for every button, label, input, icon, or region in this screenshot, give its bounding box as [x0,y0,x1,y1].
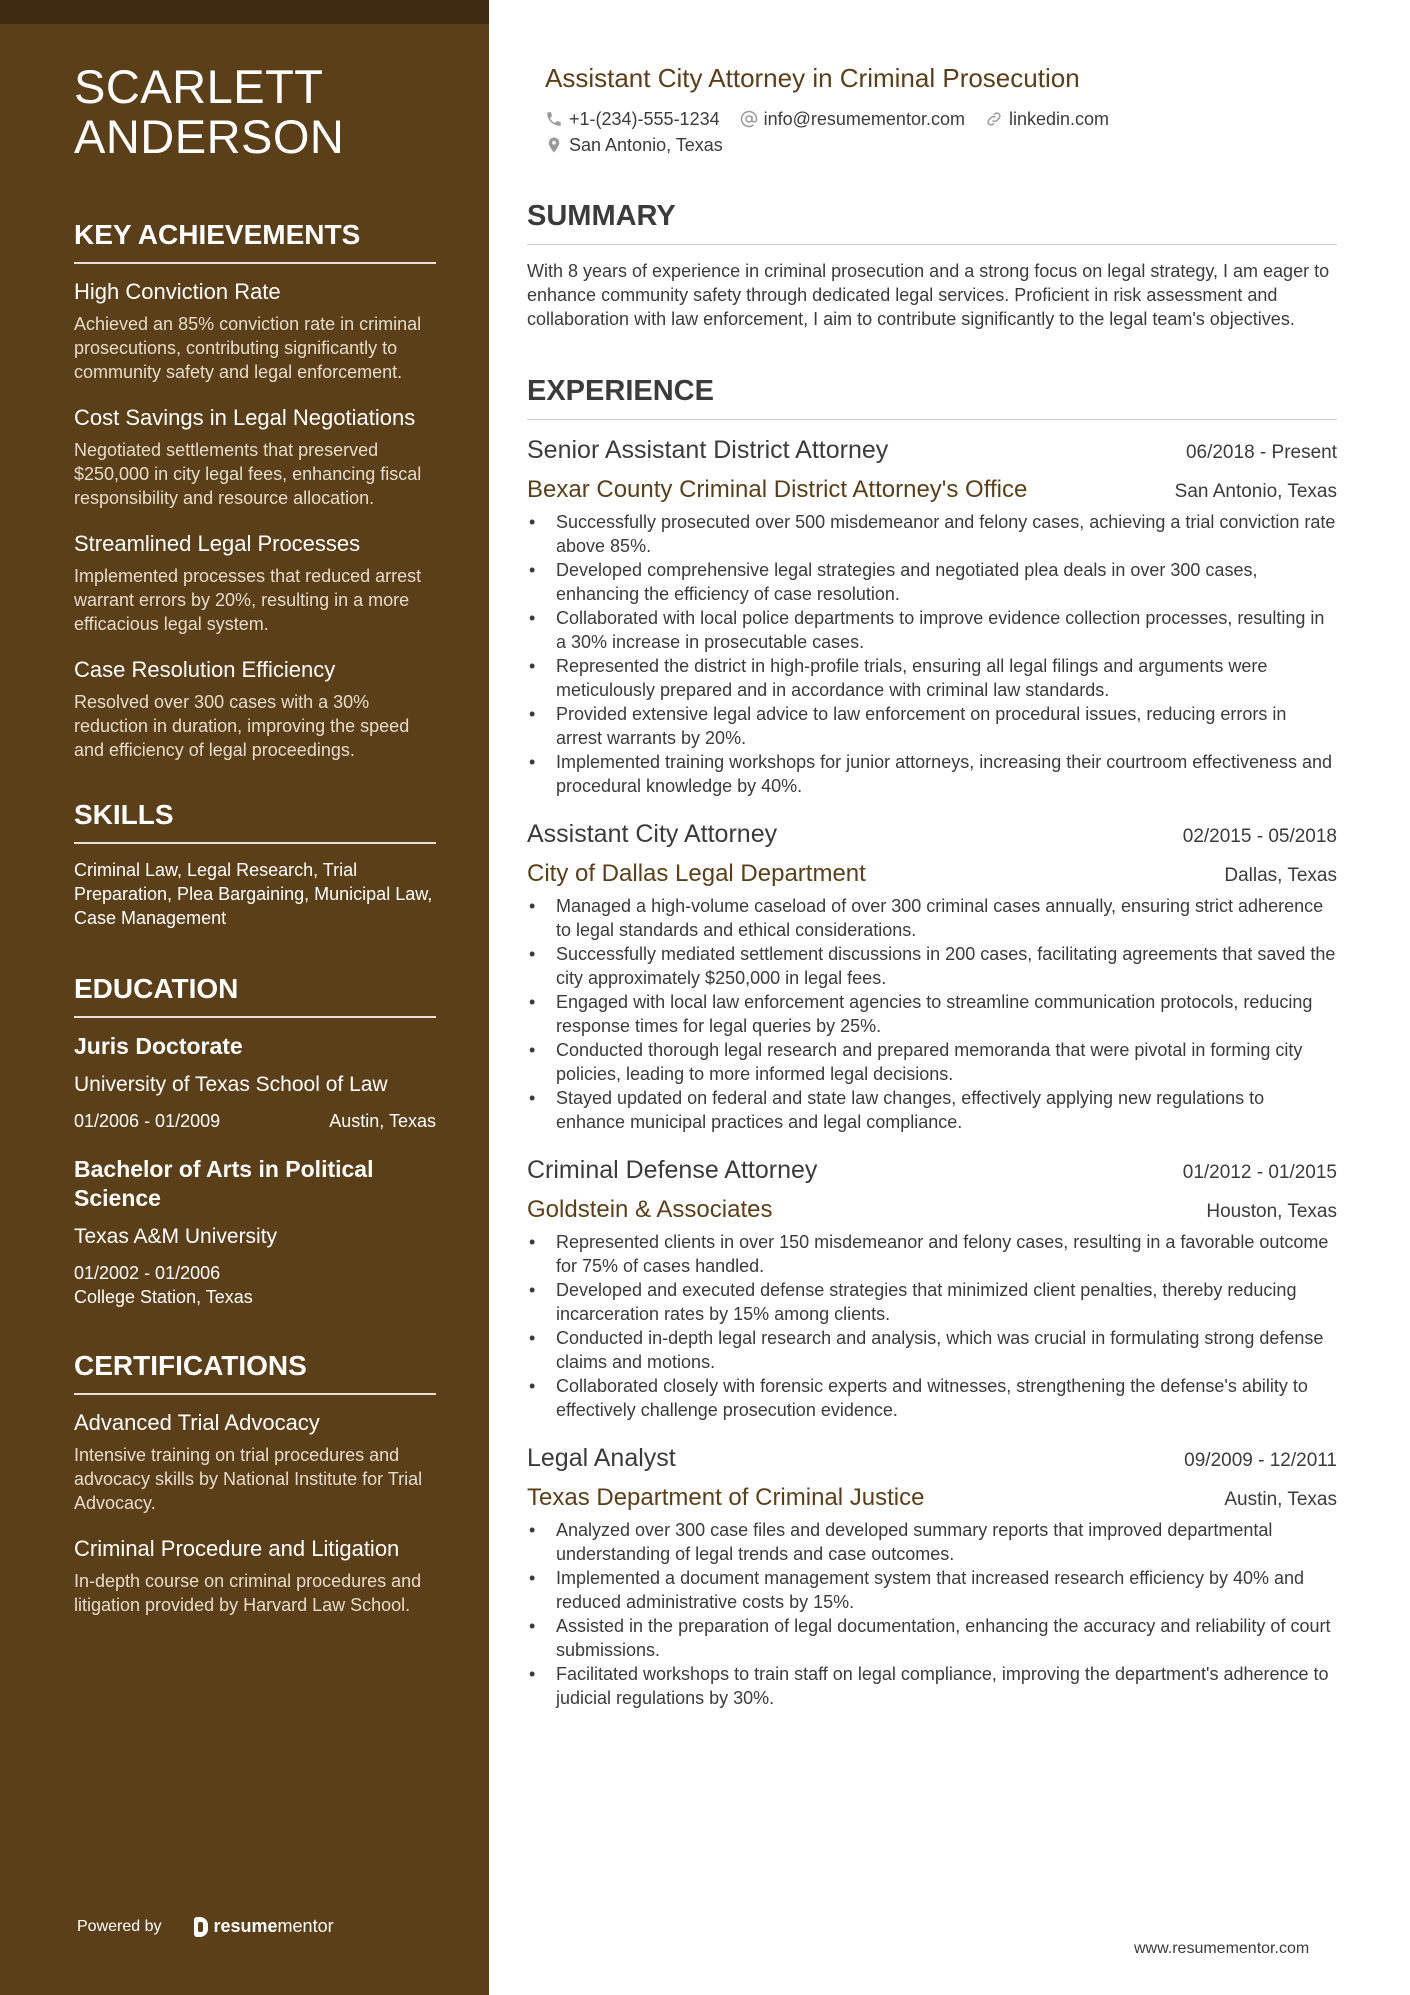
experience-header [527,434,1337,467]
powered-by [77,1916,334,1937]
headline: Assistant City Attorney in Criminal Prosecution [545,63,1080,93]
contact-info [545,106,1337,158]
brand-name-bold: resume [213,1916,278,1936]
bullet-item: • Developed comprehensive legal strategies and negotiated plea deals in over 300 cases, enhancing the efficiency of case resolution. [527,558,1337,606]
experience-header [527,818,1337,851]
achievement-title: Streamlined Legal Processes [74,531,361,556]
achievement-desc: Achieved an 85% conviction rate in criminal prosecutions, contributing significantly to community safety and legal enforcement. [74,314,422,382]
phone-icon [545,110,563,128]
experience-bullets [527,1230,1337,1422]
experience-item [527,1442,1337,1710]
experience-role: Legal Analyst [527,1444,676,1472]
bullet-item: • Stayed updated on federal and state law changes, effectively applying new regulations to enhance municipal practices and legal compliance. [527,1086,1337,1134]
name-last: ANDERSON [74,110,345,163]
contact-row [545,106,1337,132]
achievement-desc: Resolved over 300 cases with a 30% reduction in duration, improving the speed and efficiency of legal proceedings. [74,692,410,760]
skills-section [74,798,436,930]
sidebar-top-bar [0,0,489,24]
certification-item [74,1409,436,1515]
achievement-item [74,530,436,636]
certifications-heading: CERTIFICATIONS [74,1349,436,1395]
achievement-desc: Negotiated settlements that preserved $250,000 in city legal fees, enhancing fiscal responsibility and resource allocation. [74,440,422,508]
summary-section [527,198,1337,331]
experience-header [527,1442,1337,1475]
key-achievements-heading: KEY ACHIEVEMENTS [74,218,436,264]
education-location: Austin, Texas [329,1111,436,1131]
education-school: University of Texas School of Law [74,1073,388,1096]
location-text: San Antonio, Texas [569,135,723,155]
experience-bullets [527,894,1337,1134]
experience-bullets [527,510,1337,798]
email-text: info@resumementor.com [763,109,965,129]
experience-dates: 02/2015 - 05/2018 [1182,826,1337,847]
main-content [527,62,1337,1730]
bullet-item: • Analyzed over 300 case files and developed summary reports that improved departmental understanding of legal trends and case outcomes. [527,1518,1337,1566]
brand-name-light: mentor [277,1916,334,1936]
experience-dates: 09/2009 - 12/2011 [1184,1450,1337,1471]
achievement-item [74,278,436,384]
experience-company: City of Dallas Legal Department [527,860,866,887]
experience-company: Goldstein & Associates [527,1196,773,1223]
bullet-item: • Implemented training workshops for junior attorneys, increasing their courtroom effectiveness and procedural knowledge by 40%. [527,750,1337,798]
experience-location: Dallas, Texas [1224,865,1337,886]
certification-desc: Intensive training on trial procedures and advocacy skills by National Institute for Trial Advocacy. [74,1445,423,1513]
education-heading: EDUCATION [74,972,436,1018]
bullet-item: • Engaged with local law enforcement agencies to streamline communication protocols, reducing response times for legal queries by 25%. [527,990,1337,1038]
experience-role: Senior Assistant District Attorney [527,436,889,464]
education-school: Texas A&M University [74,1225,278,1248]
sidebar-content [74,62,436,1637]
bullet-item: • Facilitated workshops to train staff on legal compliance, improving the department's adherence to judicial regulations by 30%. [527,1662,1337,1710]
bullet-item: • Successfully prosecuted over 500 misdemeanor and felony cases, achieving a trial conviction rate above 85%. [527,510,1337,558]
resumementor-logo[interactable] [194,1916,334,1937]
summary-text: With 8 years of experience in criminal prosecution and a strong focus on legal strategy, I am eager to enhance community safety through dedicated legal services. Proficient in risk assessment and collaboration with law enforcement, I aim to contribute significantly to the legal team's objectives. [527,261,1330,329]
contact-row [545,132,1337,158]
experience-role: Assistant City Attorney [527,820,778,848]
bullet-item: • Successfully mediated settlement discussions in 200 cases, facilitating agreements that saved the city approximately $250,000 in legal fees. [527,942,1337,990]
bullet-item: • Represented clients in over 150 misdemeanor and felony cases, resulting in a favorable outcome for 75% of cases handled. [527,1230,1337,1278]
experience-subheader [527,1483,1337,1514]
achievement-desc: Implemented processes that reduced arrest warrant errors by 20%, resulting in a more efficacious legal system. [74,566,422,634]
bullet-item: • Developed and executed defense strategies that minimized client penalties, thereby reducing incarceration rates by 15% among clients. [527,1278,1337,1326]
education-dates: 01/2002 - 01/2006 [74,1263,221,1283]
experience-section [527,373,1337,1710]
skills-heading: SKILLS [74,798,436,844]
achievement-title: High Conviction Rate [74,279,281,304]
achievement-title: Case Resolution Efficiency [74,657,336,682]
experience-company: Bexar County Criminal District Attorney's Office [527,476,1028,503]
bullet-item: • Represented the district in high-profile trials, ensuring all legal filings and arguments were meticulously prepared and in accordance with criminal law standards. [527,654,1337,702]
certification-title: Criminal Procedure and Litigation [74,1536,400,1561]
bullet-item: • Collaborated closely with forensic experts and witnesses, strengthening the defense's ability to effectively challenge prosecution evidence. [527,1374,1337,1422]
experience-location: Houston, Texas [1206,1201,1337,1222]
contact-linkedin[interactable] [985,106,1109,132]
certifications-section [74,1349,436,1617]
experience-dates: 01/2012 - 01/2015 [1182,1162,1337,1183]
linkedin-text: linkedin.com [1008,109,1110,129]
education-meta [74,1109,436,1133]
experience-item [527,818,1337,1134]
education-degree: Bachelor of Arts in Political Science [74,1156,374,1211]
phone-text: +1-(234)-555-1234 [569,109,720,129]
skills-list: Criminal Law, Legal Research, Trial Preparation, Plea Bargaining, Municipal Law, Case Management [74,860,433,928]
experience-header [527,1154,1337,1187]
experience-company: Texas Department of Criminal Justice [527,1484,925,1511]
education-dates: 01/2006 - 01/2009 [74,1111,221,1131]
education-degree: Juris Doctorate [74,1033,243,1059]
education-section [74,972,436,1309]
name-first: SCARLETT [74,60,324,113]
experience-item [527,434,1337,798]
link-icon [985,110,1003,128]
experience-location: Austin, Texas [1224,1489,1337,1510]
bullet-item: • Conducted thorough legal research and prepared memoranda that were pivotal in forming city policies, leading to more informed legal decisions. [527,1038,1337,1086]
sidebar [0,0,489,1995]
education-item [74,1155,436,1309]
powered-by-label: Powered by [77,1917,162,1935]
summary-heading: SUMMARY [527,198,1337,245]
certification-item [74,1535,436,1617]
at-sign-icon [740,110,758,128]
bullet-item: • Collaborated with local police departments to improve evidence collection processes, resulting in a 30% increase in prosecutable cases. [527,606,1337,654]
location-pin-icon [545,136,563,154]
experience-item [527,1154,1337,1422]
bullet-item: • Implemented a document management system that increased research efficiency by 40% and reduced administrative costs by 15%. [527,1566,1337,1614]
resumementor-logo-icon [194,1917,208,1937]
key-achievements-section [74,218,436,762]
bullet-item: • Assisted in the preparation of legal documentation, enhancing the accuracy and reliability of court submissions. [527,1614,1337,1662]
experience-role: Criminal Defense Attorney [527,1156,818,1184]
bullet-item: • Managed a high-volume caseload of over 300 criminal cases annually, ensuring strict adherence to legal standards and ethical considerations. [527,894,1337,942]
experience-heading: EXPERIENCE [527,373,1337,420]
experience-bullets [527,1518,1337,1710]
contact-email[interactable] [740,106,965,132]
contact-phone[interactable] [545,106,720,132]
candidate-name [74,62,436,162]
experience-location: San Antonio, Texas [1174,481,1337,502]
certification-desc: In-depth course on criminal procedures and litigation provided by Harvard Law School. [74,1571,422,1615]
achievement-item [74,656,436,762]
achievement-title: Cost Savings in Legal Negotiations [74,405,416,430]
certification-title: Advanced Trial Advocacy [74,1410,320,1435]
achievement-item [74,404,436,510]
education-item [74,1032,436,1133]
experience-subheader [527,475,1337,506]
education-location: College Station, Texas [74,1287,253,1307]
bullet-item: • Conducted in-depth legal research and analysis, which was crucial in formulating strong defense claims and motions. [527,1326,1337,1374]
experience-dates: 06/2018 - Present [1185,442,1337,463]
experience-subheader [527,859,1337,890]
contact-location [545,132,723,158]
footer-url[interactable]: www.resumementor.com [1134,1940,1310,1957]
experience-subheader [527,1195,1337,1226]
bullet-item: • Provided extensive legal advice to law enforcement on procedural issues, reducing errors in arrest warrants by 20%. [527,702,1337,750]
